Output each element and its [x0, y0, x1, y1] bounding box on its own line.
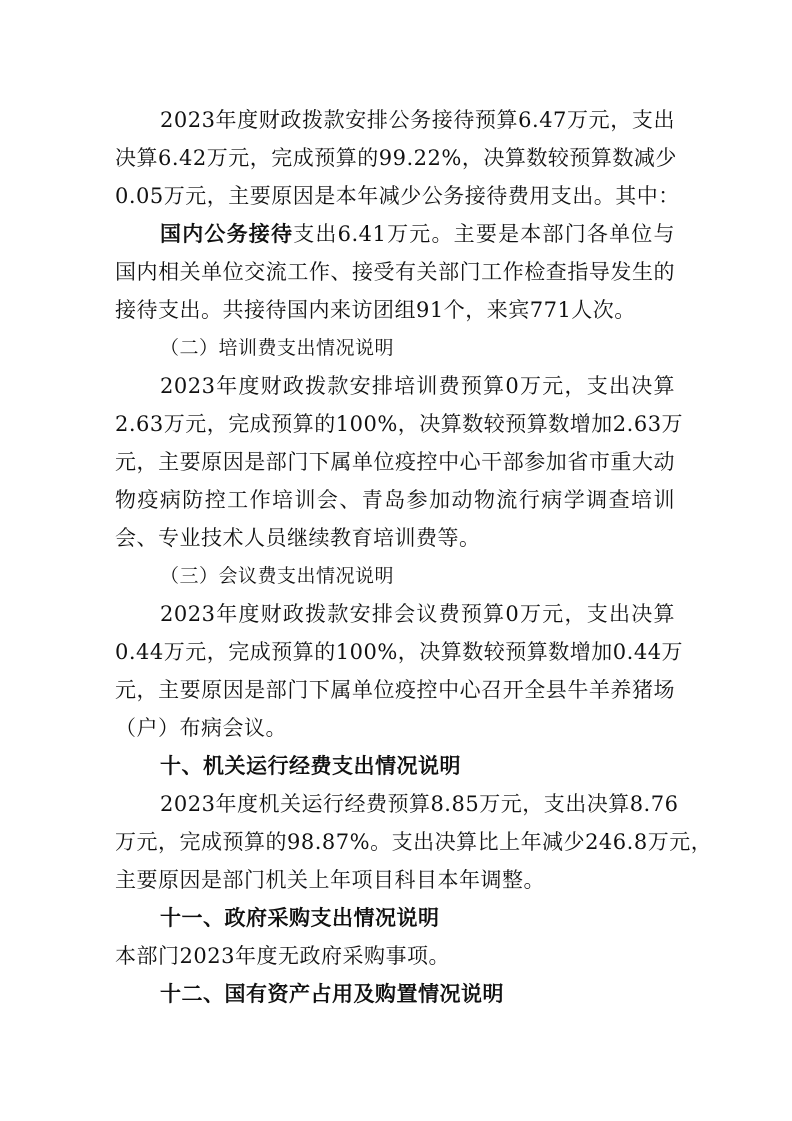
section-12-heading: 十二、国有资产占用及购置情况说明	[160, 982, 504, 1006]
paragraph-reception-line-1: 2023年度财政拨款安排公务接待预算6.47万元，支出	[160, 108, 675, 132]
section-11-heading: 十一、政府采购支出情况说明	[160, 906, 440, 930]
domestic-reception-term: 国内公务接待	[160, 222, 294, 246]
paragraph-domestic-reception-line-2: 国内相关单位交流工作、接受有关部门工作检查指导发生的	[115, 260, 675, 284]
paragraph-operating-cost-line-2: 万元，完成预算的98.87%。支出决算比上年减少246.8万元，	[115, 830, 713, 854]
subheading-training: （二）培训费支出情况说明	[160, 337, 395, 359]
paragraph-training-line-2: 2.63万元，完成预算的100%，决算数较预算数增加2.63万	[115, 412, 684, 436]
section-10-heading: 十、机关运行经费支出情况说明	[160, 754, 461, 778]
paragraph-meeting-line-3: 元，主要原因是部门下属单位疫控中心召开全县牛羊养猪场	[115, 678, 675, 702]
paragraph-training-line-1: 2023年度财政拨款安排培训费预算0万元，支出决算	[160, 374, 675, 398]
subheading-meeting: （三）会议费支出情况说明	[160, 565, 395, 587]
domestic-reception-text: 支出6.41万元。主要是本部门各单位与	[293, 222, 675, 246]
paragraph-procurement-line-1: 本部门2023年度无政府采购事项。	[115, 944, 450, 968]
paragraph-meeting-line-1: 2023年度财政拨款安排会议费预算0万元，支出决算	[160, 602, 675, 626]
paragraph-operating-cost-line-1: 2023年度机关运行经费预算8.85万元，支出决算8.76	[160, 792, 679, 816]
paragraph-training-line-4: 物疫病防控工作培训会、青岛参加动物流行病学调查培训	[115, 488, 675, 512]
paragraph-training-line-5: 会、专业技术人员继续教育培训费等。	[115, 526, 481, 550]
paragraph-reception-line-3: 0.05万元，主要原因是本年减少公务接待费用支出。其中：	[115, 184, 680, 208]
paragraph-operating-cost-line-3: 主要原因是部门机关上年项目科目本年调整。	[115, 868, 545, 892]
paragraph-domestic-reception-line-1	[160, 218, 675, 250]
paragraph-domestic-reception-line-3: 接待支出。共接待国内来访团组91个，来宾771人次。	[115, 298, 636, 322]
paragraph-reception-line-2: 决算6.42万元，完成预算的99.22%，决算数较预算数减少	[115, 146, 677, 170]
paragraph-training-line-3: 元，主要原因是部门下属单位疫控中心干部参加省市重大动	[115, 450, 675, 474]
paragraph-meeting-line-4: （户）布病会议。	[115, 716, 287, 740]
paragraph-meeting-line-2: 0.44万元，完成预算的100%，决算数较预算数增加0.44万	[115, 640, 684, 664]
